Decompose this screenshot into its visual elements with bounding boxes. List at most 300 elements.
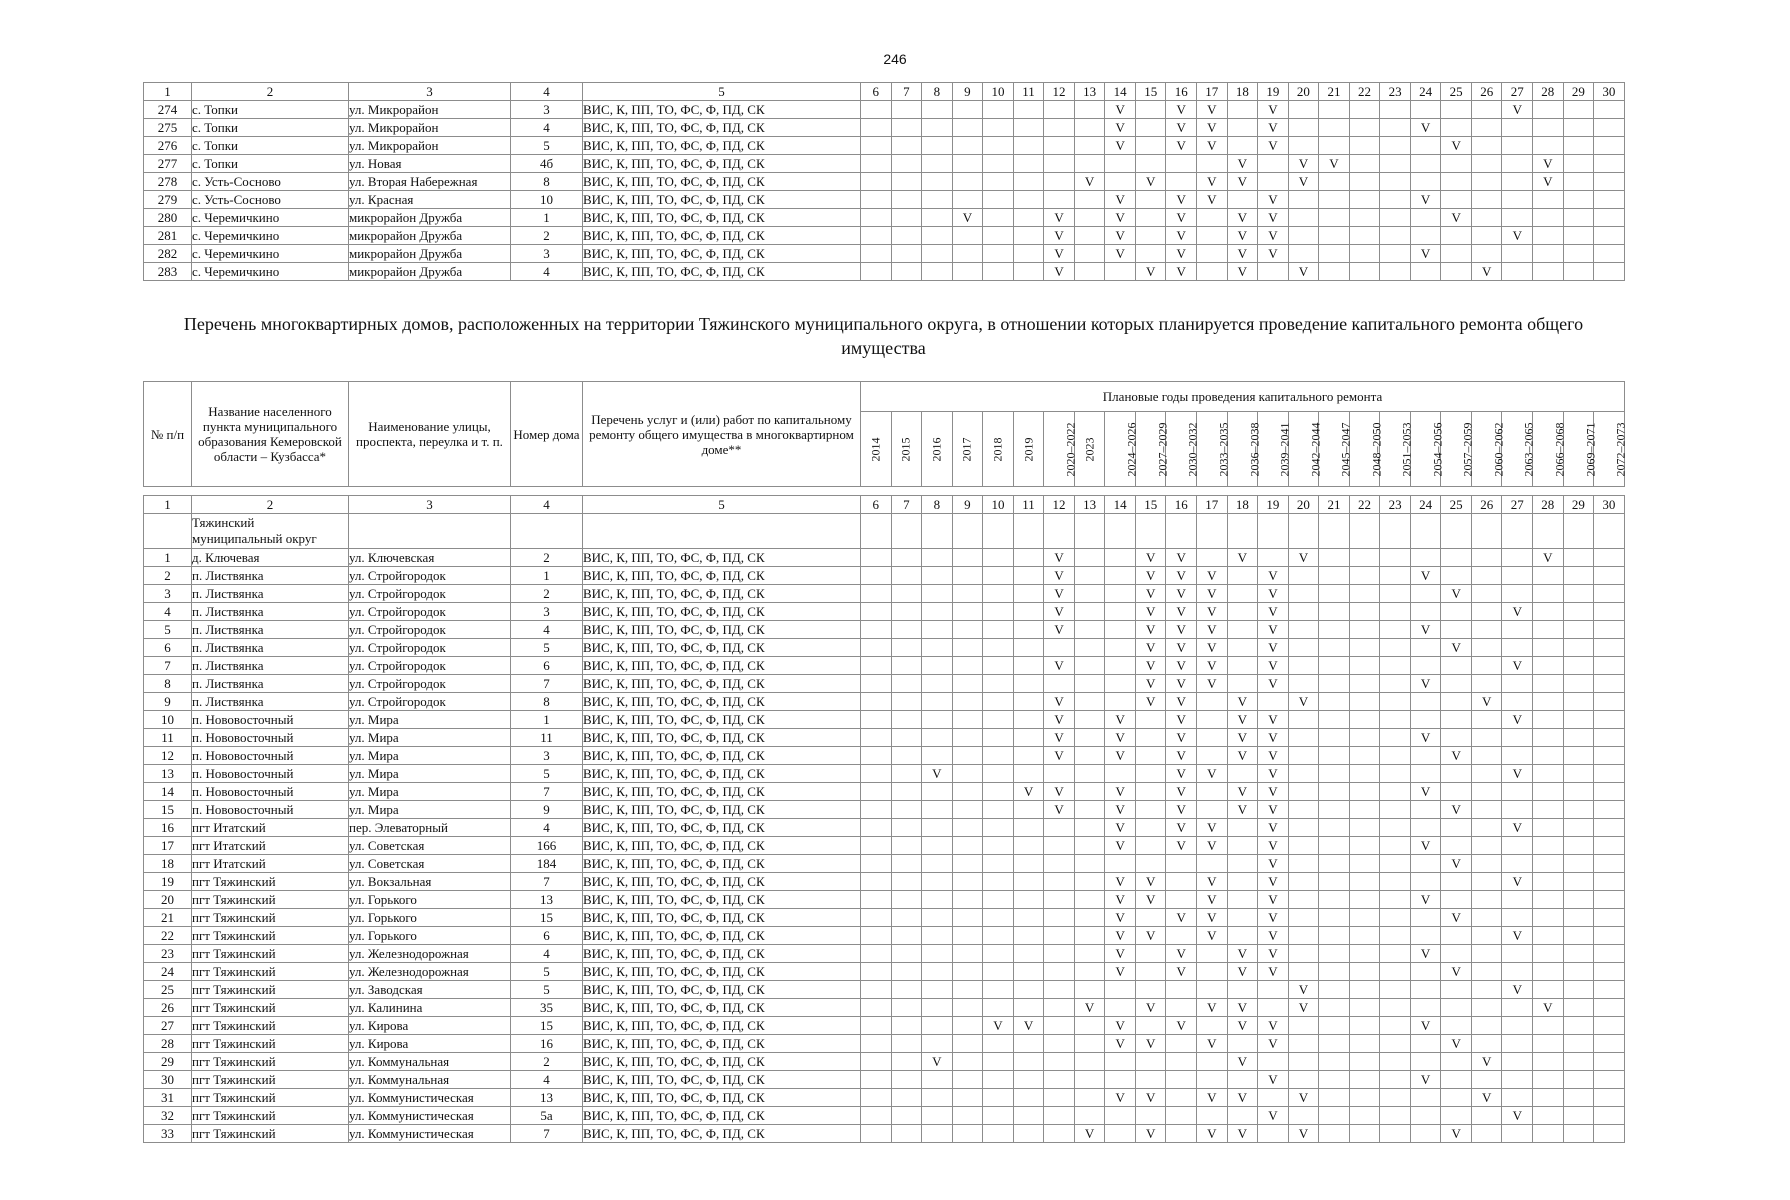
year-mark: V [1197, 191, 1228, 209]
year-cell [1044, 765, 1075, 783]
year-cell [1380, 747, 1411, 765]
year-cell [1594, 585, 1625, 603]
year-mark: V [1227, 155, 1258, 173]
row-number: 29 [144, 1053, 192, 1071]
year-cell [1227, 873, 1258, 891]
street-name: ул. Заводская [349, 981, 511, 999]
year-mark: V [1258, 855, 1289, 873]
year-cell [1349, 819, 1380, 837]
year-cell [1349, 945, 1380, 963]
row-number: 22 [144, 927, 192, 945]
year-mark: V [1258, 729, 1289, 747]
year-mark: V [1227, 209, 1258, 227]
header-year-label: 2030–2032 [1185, 422, 1200, 477]
year-cell [1349, 227, 1380, 245]
year-cell [1227, 765, 1258, 783]
header-street: Наименование улицы, проспекта, переулка и т. п. [349, 382, 511, 487]
empty-cell [1013, 514, 1044, 549]
settlement-name: с. Черемичкино [192, 209, 349, 227]
year-cell [1380, 603, 1411, 621]
year-cell [1074, 963, 1105, 981]
year-cell [861, 1053, 892, 1071]
year-cell [952, 873, 983, 891]
year-cell [1288, 837, 1319, 855]
year-cell [1349, 783, 1380, 801]
year-cell [1441, 999, 1472, 1017]
row-number: 31 [144, 1089, 192, 1107]
year-cell [1594, 981, 1625, 999]
year-cell [1441, 729, 1472, 747]
year-mark: V [1166, 603, 1197, 621]
year-mark: V [1197, 999, 1228, 1017]
year-cell [1135, 963, 1166, 981]
year-mark: V [1471, 1089, 1502, 1107]
table-row [144, 603, 1625, 621]
year-cell [952, 585, 983, 603]
year-cell [922, 1107, 953, 1125]
year-cell [1135, 1107, 1166, 1125]
year-mark: V [1135, 873, 1166, 891]
year-cell [1563, 173, 1594, 191]
header-year-label: 2015 [898, 437, 913, 462]
column-number: 11 [1013, 496, 1044, 514]
year-cell [983, 209, 1014, 227]
year-mark: V [1044, 603, 1075, 621]
year-cell [1074, 549, 1105, 567]
street-name: ул. Кирова [349, 1035, 511, 1053]
year-cell [1594, 963, 1625, 981]
column-number: 16 [1166, 83, 1197, 101]
year-cell [1044, 945, 1075, 963]
year-cell [1563, 227, 1594, 245]
row-number: 25 [144, 981, 192, 999]
year-mark: V [1410, 675, 1441, 693]
year-cell [861, 1035, 892, 1053]
year-cell [952, 1053, 983, 1071]
year-cell [1349, 711, 1380, 729]
year-cell [1288, 657, 1319, 675]
year-cell [1013, 227, 1044, 245]
year-cell [1044, 819, 1075, 837]
year-cell [1288, 675, 1319, 693]
column-number: 26 [1471, 83, 1502, 101]
year-cell [1471, 191, 1502, 209]
year-cell [1410, 711, 1441, 729]
year-cell [922, 855, 953, 873]
year-cell [1563, 711, 1594, 729]
year-cell [1441, 1053, 1472, 1071]
year-cell [1288, 119, 1319, 137]
empty-cell [1563, 514, 1594, 549]
year-mark: V [1258, 927, 1289, 945]
year-mark: V [1197, 873, 1228, 891]
year-cell [1288, 855, 1319, 873]
year-cell [891, 855, 922, 873]
year-mark: V [952, 209, 983, 227]
street-name: ул. Мира [349, 765, 511, 783]
year-mark: V [1533, 173, 1564, 191]
table-row [144, 567, 1625, 585]
column-number: 20 [1288, 83, 1319, 101]
year-cell [1594, 1107, 1625, 1125]
year-cell [1410, 137, 1441, 155]
year-cell [1380, 945, 1411, 963]
year-mark: V [1105, 1089, 1136, 1107]
column-number: 2 [192, 83, 349, 101]
year-cell [1349, 191, 1380, 209]
year-cell [1166, 981, 1197, 999]
column-number-row [144, 496, 1625, 514]
row-number: 276 [144, 137, 192, 155]
house-number: 15 [511, 909, 583, 927]
year-cell [1533, 1053, 1564, 1071]
year-cell [891, 999, 922, 1017]
year-cell [1471, 765, 1502, 783]
year-cell [1074, 227, 1105, 245]
year-cell [1319, 585, 1350, 603]
year-cell [1319, 963, 1350, 981]
year-cell [1563, 945, 1594, 963]
year-mark: V [1105, 1035, 1136, 1053]
house-number: 2 [511, 585, 583, 603]
year-cell [891, 585, 922, 603]
year-cell [1197, 693, 1228, 711]
year-mark: V [1258, 227, 1289, 245]
year-cell [1380, 155, 1411, 173]
year-cell [891, 945, 922, 963]
year-cell [1044, 155, 1075, 173]
header-year [1166, 412, 1200, 487]
year-cell [1227, 101, 1258, 119]
empty-cell [349, 514, 511, 549]
table-row [144, 1035, 1625, 1053]
year-cell [983, 711, 1014, 729]
year-mark: V [1166, 819, 1197, 837]
table-row [144, 693, 1625, 711]
header-year [861, 412, 892, 487]
year-cell [922, 119, 953, 137]
year-cell [1471, 981, 1502, 999]
year-cell [1227, 191, 1258, 209]
year-cell [1319, 263, 1350, 281]
year-cell [861, 999, 892, 1017]
year-cell [922, 227, 953, 245]
year-cell [1074, 675, 1105, 693]
year-cell [1013, 729, 1044, 747]
year-cell [1258, 1053, 1289, 1071]
year-mark: V [1502, 657, 1533, 675]
year-cell [1074, 137, 1105, 155]
year-cell [1533, 963, 1564, 981]
year-cell [1441, 155, 1472, 173]
year-cell [1074, 837, 1105, 855]
house-number: 15 [511, 1017, 583, 1035]
year-mark: V [1288, 173, 1319, 191]
year-cell [1502, 155, 1533, 173]
year-cell [1105, 603, 1136, 621]
table-row [144, 747, 1625, 765]
year-cell [1105, 155, 1136, 173]
year-cell [1258, 155, 1289, 173]
column-number: 12 [1044, 496, 1075, 514]
settlement-name: п. Листвянка [192, 675, 349, 693]
year-cell [1563, 729, 1594, 747]
table-row [144, 675, 1625, 693]
year-cell [1533, 603, 1564, 621]
header-row-number: № п/п [144, 382, 192, 487]
house-number: 1 [511, 711, 583, 729]
column-number: 21 [1319, 496, 1350, 514]
year-cell [1135, 765, 1166, 783]
year-cell [1380, 549, 1411, 567]
year-cell [1349, 263, 1380, 281]
year-cell [1013, 1089, 1044, 1107]
house-number: 6 [511, 657, 583, 675]
header-year [1502, 412, 1536, 487]
year-cell [1319, 567, 1350, 585]
column-number: 14 [1105, 83, 1136, 101]
house-number: 5 [511, 639, 583, 657]
row-number: 3 [144, 585, 192, 603]
year-cell [1441, 227, 1472, 245]
year-cell [1533, 981, 1564, 999]
year-cell [1380, 963, 1411, 981]
settlement-name: пгт Тяжинский [192, 945, 349, 963]
year-cell [1135, 1017, 1166, 1035]
year-cell [1471, 657, 1502, 675]
column-number: 27 [1502, 83, 1533, 101]
year-cell [1074, 729, 1105, 747]
year-cell [1502, 1089, 1533, 1107]
year-cell [1441, 173, 1472, 191]
year-cell [983, 801, 1014, 819]
year-cell [1380, 837, 1411, 855]
year-cell [1319, 801, 1350, 819]
street-name: ул. Микрорайон [349, 137, 511, 155]
year-cell [1441, 783, 1472, 801]
year-cell [983, 173, 1014, 191]
year-cell [1563, 909, 1594, 927]
year-mark: V [1227, 1125, 1258, 1143]
year-cell [1380, 1035, 1411, 1053]
year-cell [1074, 783, 1105, 801]
house-number: 4 [511, 945, 583, 963]
year-cell [1533, 675, 1564, 693]
year-cell [1471, 1017, 1502, 1035]
year-cell [1319, 873, 1350, 891]
street-name: ул. Стройгородок [349, 585, 511, 603]
year-cell [1105, 567, 1136, 585]
year-mark: V [1258, 567, 1289, 585]
year-cell [922, 873, 953, 891]
street-name: ул. Советская [349, 855, 511, 873]
header-year [1105, 412, 1139, 487]
year-cell [1563, 263, 1594, 281]
year-cell [1380, 891, 1411, 909]
settlement-name: п. Листвянка [192, 657, 349, 675]
works-list: ВИС, К, ПП, ТО, ФС, Ф, ПД, СК [583, 263, 861, 281]
year-cell [952, 155, 983, 173]
year-cell [1594, 765, 1625, 783]
house-number: 8 [511, 173, 583, 191]
row-number: 33 [144, 1125, 192, 1143]
year-mark: V [1258, 1017, 1289, 1035]
works-list: ВИС, К, ПП, ТО, ФС, Ф, ПД, СК [583, 1035, 861, 1053]
works-list: ВИС, К, ПП, ТО, ФС, Ф, ПД, СК [583, 981, 861, 999]
year-cell [1227, 621, 1258, 639]
year-cell [1594, 783, 1625, 801]
year-cell [891, 567, 922, 585]
year-cell [1135, 783, 1166, 801]
header-year-label: 2069–2071 [1583, 422, 1598, 477]
year-cell [1044, 119, 1075, 137]
year-cell [1349, 729, 1380, 747]
year-mark: V [1258, 891, 1289, 909]
column-number: 11 [1013, 83, 1044, 101]
year-cell [1471, 1125, 1502, 1143]
year-cell [1533, 837, 1564, 855]
street-name: микрорайон Дружба [349, 209, 511, 227]
year-cell [922, 963, 953, 981]
year-cell [1013, 263, 1044, 281]
street-name: ул. Стройгородок [349, 621, 511, 639]
year-cell [1166, 173, 1197, 191]
year-cell [1594, 549, 1625, 567]
street-name: ул. Стройгородок [349, 603, 511, 621]
year-cell [1013, 891, 1044, 909]
table-row [144, 945, 1625, 963]
works-list: ВИС, К, ПП, ТО, ФС, Ф, ПД, СК [583, 855, 861, 873]
year-mark: V [1197, 837, 1228, 855]
year-cell [1410, 747, 1441, 765]
works-list: ВИС, К, ПП, ТО, ФС, Ф, ПД, СК [583, 657, 861, 675]
year-cell [952, 783, 983, 801]
year-mark: V [1533, 999, 1564, 1017]
year-cell [1533, 137, 1564, 155]
year-cell [891, 209, 922, 227]
year-cell [1441, 119, 1472, 137]
year-cell [1563, 801, 1594, 819]
year-cell [1258, 173, 1289, 191]
year-cell [1349, 603, 1380, 621]
year-mark: V [1044, 693, 1075, 711]
year-cell [1197, 783, 1228, 801]
year-cell [1471, 963, 1502, 981]
table-row [144, 711, 1625, 729]
works-list: ВИС, К, ПП, ТО, ФС, Ф, ПД, СК [583, 245, 861, 263]
year-cell [1013, 119, 1044, 137]
year-cell [1074, 603, 1105, 621]
year-cell [1044, 1107, 1075, 1125]
year-mark: V [1288, 155, 1319, 173]
settlement-name: с. Черемичкино [192, 227, 349, 245]
year-cell [1074, 747, 1105, 765]
year-cell [1135, 155, 1166, 173]
year-cell [1074, 567, 1105, 585]
year-cell [1044, 191, 1075, 209]
street-name: ул. Горького [349, 909, 511, 927]
year-cell [983, 1107, 1014, 1125]
year-cell [1044, 101, 1075, 119]
year-cell [1563, 1035, 1594, 1053]
house-number: 7 [511, 1125, 583, 1143]
year-cell [1380, 801, 1411, 819]
column-number: 13 [1074, 83, 1105, 101]
year-cell [1380, 137, 1411, 155]
empty-cell [861, 514, 892, 549]
year-cell [1594, 263, 1625, 281]
year-cell [1166, 1125, 1197, 1143]
header-year [1471, 412, 1506, 487]
year-cell [1074, 639, 1105, 657]
year-cell [1349, 927, 1380, 945]
year-cell [922, 585, 953, 603]
row-number: 8 [144, 675, 192, 693]
year-cell [1563, 981, 1594, 999]
row-number: 16 [144, 819, 192, 837]
table-row [144, 855, 1625, 873]
street-name: ул. Стройгородок [349, 639, 511, 657]
year-cell [1533, 729, 1564, 747]
year-cell [1013, 855, 1044, 873]
header-row [144, 382, 1625, 412]
year-cell [861, 783, 892, 801]
street-name: ул. Красная [349, 191, 511, 209]
header-year [1410, 412, 1445, 487]
year-cell [891, 227, 922, 245]
year-cell [1410, 1053, 1441, 1071]
house-number: 1 [511, 567, 583, 585]
year-cell [1410, 657, 1441, 675]
year-cell [1319, 245, 1350, 263]
year-cell [1410, 155, 1441, 173]
year-mark: V [1166, 639, 1197, 657]
year-cell [1471, 567, 1502, 585]
year-cell [983, 1089, 1014, 1107]
year-cell [1074, 621, 1105, 639]
year-cell [1135, 137, 1166, 155]
year-cell [891, 801, 922, 819]
year-cell [1105, 675, 1136, 693]
year-cell [891, 119, 922, 137]
year-cell [1502, 137, 1533, 155]
table-row [144, 1089, 1625, 1107]
row-number: 275 [144, 119, 192, 137]
year-mark: V [1105, 119, 1136, 137]
header-year-label: 2042–2044 [1308, 422, 1323, 477]
year-cell [1105, 621, 1136, 639]
year-cell [1135, 191, 1166, 209]
row-number: 4 [144, 603, 192, 621]
year-mark: V [1441, 747, 1472, 765]
year-cell [1135, 855, 1166, 873]
year-cell [952, 927, 983, 945]
year-cell [1074, 855, 1105, 873]
year-cell [1074, 1035, 1105, 1053]
header-year-label: 2024–2026 [1124, 422, 1139, 477]
settlement-name: пгт Итатский [192, 837, 349, 855]
year-cell [922, 657, 953, 675]
year-cell [1288, 603, 1319, 621]
year-cell [1319, 819, 1350, 837]
header-year-label: 2066–2068 [1552, 422, 1567, 477]
year-mark: V [1105, 837, 1136, 855]
header-year-label: 2036–2038 [1247, 422, 1262, 477]
year-cell [1013, 837, 1044, 855]
street-name: ул. Вокзальная [349, 873, 511, 891]
year-mark: V [1105, 711, 1136, 729]
settlement-name: пгт Тяжинский [192, 909, 349, 927]
